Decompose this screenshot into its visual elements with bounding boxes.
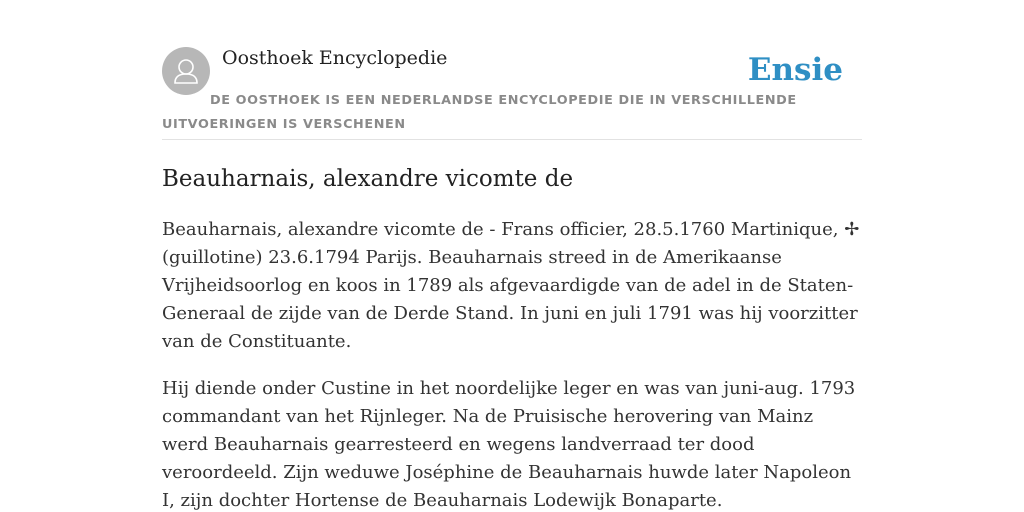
- site-title[interactable]: Oosthoek Encyclopedie: [222, 47, 448, 69]
- site-tagline: DE OOSTHOEK IS EEN NEDERLANDSE ENCYCLOPEDIE DIE IN VERSCHILLENDE UITVOERINGEN IS VERSCHENEN: [162, 93, 797, 132]
- article-paragraph-2: Hij diende onder Custine in het noordelijke leger en was van juni-aug. 1793 commandant van het Rijnleger. Na de Pruisische herovering van Mainz werd Beauharnais gearresteerd en wegens landverraad ter dood veroordeeld. Zijn weduwe Joséphine de Beauharnais huwde later Napoleon I, zijn dochter Hortense de Beauharnais Lodewijk Bonaparte.: [162, 378, 856, 511]
- site-header: [162, 0, 862, 140]
- brand-logo[interactable]: Ensie: [747, 52, 843, 88]
- page: [162, 0, 862, 512]
- article-title: Beauharnais, alexandre vicomte de: [162, 166, 574, 192]
- user-avatar-icon[interactable]: [162, 47, 210, 95]
- article-paragraph-1: Beauharnais, alexandre vicomte de - Frans officier, 28.5.1760 Martinique, ✢ (guillotine) 23.6.1794 Parijs. Beauharnais streed in de Amerikaanse Vrijheidsoorlog en koos in 1789 als afgevaardigde van de adel in de Staten-Generaal de zijde van de Derde Stand. In juni en juli 1791 was hij voorzitter van de Constituante.: [162, 219, 860, 352]
